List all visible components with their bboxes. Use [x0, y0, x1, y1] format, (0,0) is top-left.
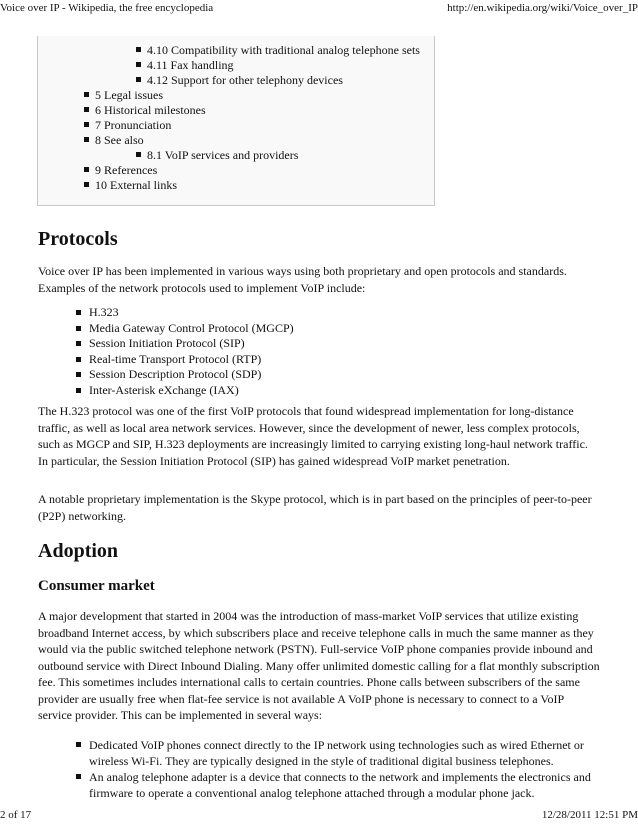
print-header-url: http://en.wikipedia.org/wiki/Voice_over_IP — [447, 2, 638, 14]
bullet-icon — [84, 107, 89, 112]
toc-item[interactable]: 9 References — [84, 163, 157, 178]
bullet-icon — [84, 92, 89, 97]
list-item[interactable]: Inter-Asterisk eXchange (IAX) — [76, 383, 606, 399]
list-item[interactable]: Session Description Protocol (SDP) — [76, 367, 606, 383]
toc-item[interactable]: 4.11 Fax handling — [136, 58, 234, 73]
protocols-paragraph-h323: The H.323 protocol was one of the first VoIP protocols that found widespread implementation for long-distance traffic, as well as local area network services. However, since the development of newer, less complex protocols, such as MGCP and SIP, H.323 deployments are increasingly limited to carrying existing long-haul network traffic. In particular, the Session Initiation Protocol (SIP) has gained widespread VoIP market penetration. — [38, 404, 588, 468]
protocols-list — [76, 305, 606, 398]
bullet-icon — [136, 47, 141, 52]
adoption-heading: Adoption — [38, 540, 119, 562]
toc-item[interactable]: 8.1 VoIP services and providers — [136, 148, 298, 163]
toc-item[interactable]: 6 Historical milestones — [84, 103, 206, 118]
bullet-icon — [84, 167, 89, 172]
voip-phone-list — [76, 737, 606, 801]
print-footer-datetime: 12/28/2011 12:51 PM — [541, 809, 638, 821]
list-item[interactable]: Media Gateway Control Protocol (MGCP) — [76, 321, 606, 337]
bullet-icon — [84, 122, 89, 127]
toc-item[interactable]: 10 External links — [84, 178, 177, 193]
protocols-intro: Voice over IP has been implemented in various ways using both proprietary and open protocols and standards. Examples of the network protocols used to implement VoIP include: — [38, 264, 567, 295]
bullet-icon — [84, 182, 89, 187]
table-of-contents — [37, 36, 435, 206]
toc-item[interactable]: 5 Legal issues — [84, 88, 163, 103]
toc-item[interactable]: 4.10 Compatibility with traditional analog telephone sets — [136, 43, 420, 58]
toc-item[interactable]: 8 See also — [84, 133, 144, 148]
print-header-title: Voice over IP - Wikipedia, the free encyclopedia — [0, 2, 214, 14]
bullet-icon — [136, 62, 141, 67]
bullet-icon — [136, 77, 141, 82]
toc-item[interactable]: 7 Pronunciation — [84, 118, 171, 133]
consumer-market-paragraph: A major development that started in 2004 was the introduction of mass-market VoIP services that utilize existing broadband Internet access, by which subscribers place and receive telephone calls in much the same manner as they would via the public switched telephone network (PSTN). Full-service VoIP phone companies provide inbound and outbound service with Direct Inbound Dialing. Many offer unlimited domestic calling for a flat monthly subscription fee. This sometimes includes international calls to certain countries. Phone calls between subscribers of the same provider are usually free when flat-fee service is not available A VoIP phone is necessary to connect to a VoIP service provider. This can be implemented in several ways: — [38, 609, 600, 722]
bullet-icon — [84, 137, 89, 142]
protocols-paragraph-skype: A notable proprietary implementation is the Skype protocol, which is in part based on the principles of peer-to-peer (P2P) networking. — [38, 492, 592, 523]
list-item: Dedicated VoIP phones connect directly to the IP network using technologies such as wired Ethernet or wireless Wi-Fi. They are typically designed in the style of traditional digital business telephones. — [76, 737, 606, 769]
list-item: An analog telephone adapter is a device that connects to the network and implements the electronics and firmware to operate a conventional analog telephone attached through a modular phone jack. — [76, 769, 606, 801]
list-item[interactable]: H.323 — [76, 305, 606, 321]
list-item[interactable]: Session Initiation Protocol (SIP) — [76, 336, 606, 352]
protocols-heading: Protocols — [38, 228, 118, 250]
bullet-icon — [136, 152, 141, 157]
toc-item[interactable]: 4.12 Support for other telephony devices — [136, 73, 343, 88]
print-footer-page: 2 of 17 — [0, 809, 32, 821]
list-item[interactable]: Real-time Transport Protocol (RTP) — [76, 352, 606, 368]
consumer-market-heading: Consumer market — [38, 578, 155, 594]
